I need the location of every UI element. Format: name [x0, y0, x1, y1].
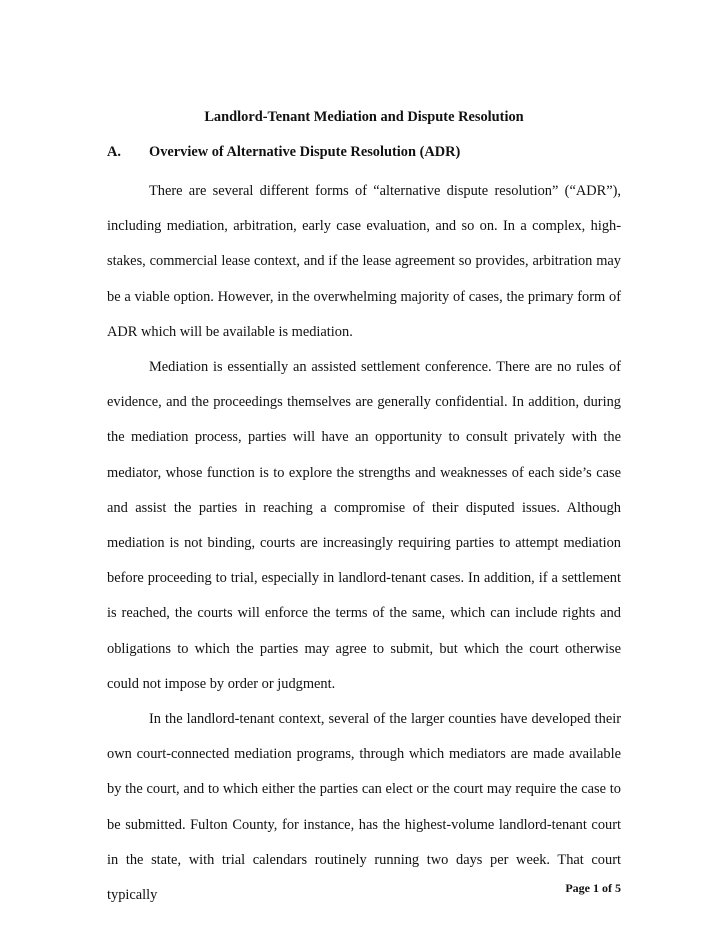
document-title: Landlord-Tenant Mediation and Dispute Resolution: [204, 109, 524, 125]
paragraph-landlord-tenant-context: In the landlord-tenant context, several of the larger counties have developed their own court-connected mediation programs, through which mediators are made available by the court, and to which either the parties can elect or the court may require the case to be submitted. Fulton County, for instance, has the highest-volume landlord-tenant court in the state, with trial calendars routinely running two days per week. That court typically: [107, 711, 621, 904]
section-heading: [107, 142, 460, 162]
paragraph-adr-forms: There are several different forms of “alternative dispute resolution” (“ADR”), including mediation, arbitration, early case evaluation, and so on. In a complex, high-stakes, commercial lease context, and if the lease agreement so provides, arbitration may be a viable option. However, in the overwhelming majority of cases, the primary form of ADR which will be available is mediation.: [107, 183, 621, 340]
section-number: A.: [107, 144, 121, 160]
body-text: [107, 174, 621, 913]
paragraph-mediation-overview: Mediation is essentially an assisted settlement conference. There are no rules of evidence, and the proceedings themselves are generally confidential. In addition, during the mediation process, parties will have an opportunity to consult privately with the mediator, whose function is to explore the strengths and weaknesses of each side’s case and assist the parties in reaching a compromise of their disputed issues. Although mediation is not binding, courts are increasingly requiring parties to attempt mediation before proceeding to trial, especially in landlord-tenant cases. In addition, if a settlement is reached, the courts will enforce the terms of the same, which can include rights and obligations to which the parties may agree to submit, but which the court otherwise could not impose by order or judgment.: [107, 359, 621, 692]
section-heading-text: Overview of Alternative Dispute Resolution (ADR): [149, 144, 461, 160]
page-number-footer: Page 1 of 5: [565, 881, 621, 895]
